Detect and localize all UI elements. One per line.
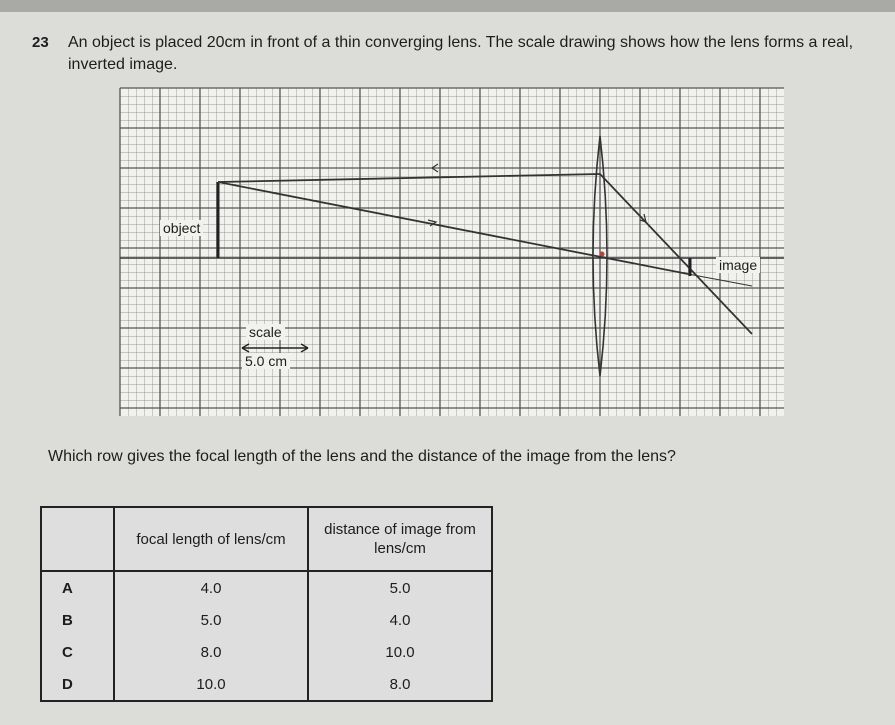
table-header-row [41, 507, 492, 571]
focal-point-marker [600, 252, 605, 257]
row-letter: C [41, 636, 114, 668]
header-image-distance: distance of image from lens/cm [308, 507, 492, 571]
scale-label: scale [246, 324, 285, 340]
image-label: image [716, 257, 760, 273]
table-row[interactable] [41, 668, 492, 701]
scale-value: 5.0 cm [242, 353, 290, 369]
image-distance-value: 4.0 [308, 604, 492, 636]
table-row[interactable] [41, 571, 492, 604]
image-distance-value: 10.0 [308, 636, 492, 668]
answer-table [40, 506, 493, 702]
focal-length-value: 8.0 [114, 636, 308, 668]
question-prompt: Which row gives the focal length of the lens and the distance of the image from the lens? [48, 448, 676, 465]
question-number: 23 [32, 34, 49, 51]
row-letter: A [41, 571, 114, 604]
header-focal-length: focal length of lens/cm [114, 507, 308, 571]
question-text: An object is placed 20cm in front of a thin converging lens. The scale drawing shows how the lens forms a real, inverted image. [68, 34, 854, 73]
focal-length-value: 5.0 [114, 604, 308, 636]
header-blank [41, 507, 114, 571]
row-letter: D [41, 668, 114, 701]
focal-length-value: 10.0 [114, 668, 308, 701]
row-letter: B [41, 604, 114, 636]
table-row[interactable] [41, 636, 492, 668]
focal-length-value: 4.0 [114, 571, 308, 604]
image-distance-value: 8.0 [308, 668, 492, 701]
image-distance-value: 5.0 [308, 571, 492, 604]
table-row[interactable] [41, 604, 492, 636]
object-label: object [160, 220, 203, 236]
